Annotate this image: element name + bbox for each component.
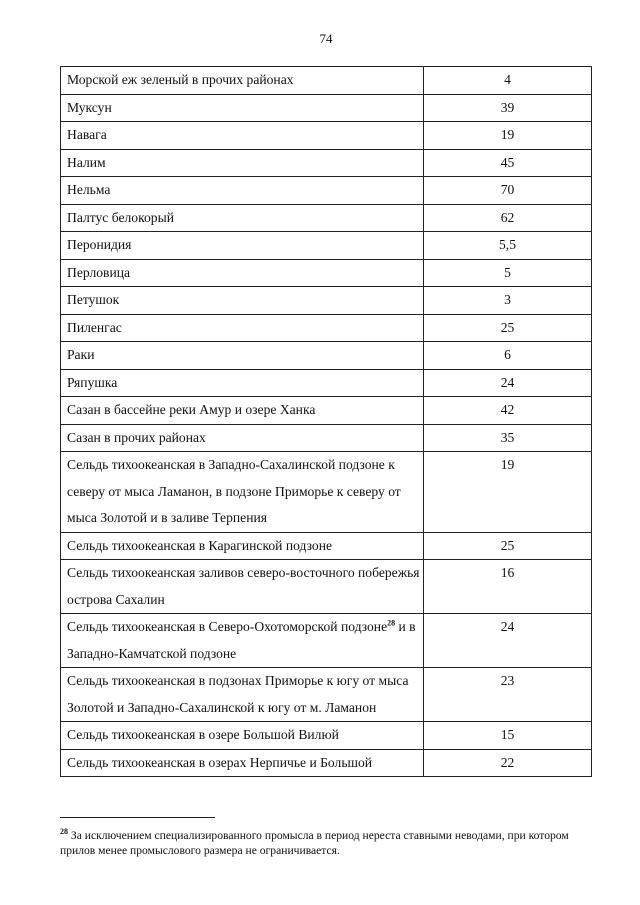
species-name: Муксун bbox=[67, 99, 112, 115]
value-cell: 5,5 bbox=[424, 232, 592, 260]
species-name-cell bbox=[61, 369, 424, 397]
species-name-cell bbox=[61, 232, 424, 260]
table-row bbox=[61, 287, 592, 315]
species-name-cell bbox=[61, 749, 424, 777]
species-name-cell bbox=[61, 722, 424, 750]
value-cell: 4 bbox=[424, 67, 592, 95]
species-name-cell bbox=[61, 668, 424, 722]
species-name-cell bbox=[61, 560, 424, 614]
value-cell: 35 bbox=[424, 424, 592, 452]
species-name-cell bbox=[61, 149, 424, 177]
table-row bbox=[61, 424, 592, 452]
species-name: Налим bbox=[67, 154, 106, 170]
species-name-cell bbox=[61, 259, 424, 287]
value-cell: 25 bbox=[424, 532, 592, 560]
species-name: Сельдь тихоокеанская в Западно-Сахалинской подзоне к северу от мыса Ламанон, в подзоне Приморье к северу от мыса Золотой и в заливе Терпения bbox=[67, 457, 401, 525]
species-name-cell bbox=[61, 287, 424, 315]
species-name: Ряпушка bbox=[67, 374, 118, 390]
value-cell: 15 bbox=[424, 722, 592, 750]
species-name: Нельма bbox=[67, 182, 111, 197]
species-table bbox=[60, 66, 592, 777]
species-name: Сельдь тихоокеанская в подзонах Приморье к югу от мыса Золотой и Западно-Сахалинской к югу от м. Ламанон bbox=[67, 673, 409, 715]
species-name-cell bbox=[61, 67, 424, 95]
value-cell: 39 bbox=[424, 94, 592, 122]
table-row bbox=[61, 232, 592, 260]
table-row bbox=[61, 314, 592, 342]
table-row bbox=[61, 122, 592, 150]
species-name: Сельдь тихоокеанская заливов северо-восточного побережья острова Сахалин bbox=[67, 565, 420, 607]
species-name: Морской еж зеленый в прочих районах bbox=[67, 72, 294, 87]
footnote-reference: 28 bbox=[387, 618, 396, 628]
table-row bbox=[61, 67, 592, 95]
species-name: Пиленгас bbox=[67, 319, 122, 335]
species-name: Сельдь тихоокеанская в Северо-Охотоморской подзоне bbox=[67, 619, 388, 634]
footnote-marker: 28 bbox=[60, 827, 68, 837]
species-name-cell bbox=[61, 532, 424, 560]
table-row bbox=[61, 149, 592, 177]
value-cell: 24 bbox=[424, 614, 592, 668]
footnote bbox=[60, 828, 590, 858]
species-name: Палтус белокорый bbox=[67, 209, 175, 225]
table-body bbox=[61, 67, 592, 777]
species-name: Сазан в прочих районах bbox=[67, 429, 206, 445]
value-cell: 3 bbox=[424, 287, 592, 315]
species-name: Сельдь тихоокеанская в Карагинской подзоне bbox=[67, 537, 333, 553]
table-row bbox=[61, 369, 592, 397]
table-row bbox=[61, 397, 592, 425]
species-name-cell bbox=[61, 452, 424, 533]
value-cell: 23 bbox=[424, 668, 592, 722]
table-row bbox=[61, 722, 592, 750]
species-name-cell bbox=[61, 204, 424, 232]
footnote-text: За исключением специализированного промысла в период нереста ставными неводами, при котором прилов менее промыслового размера не ограничивается. bbox=[60, 829, 569, 857]
table-row bbox=[61, 94, 592, 122]
value-cell: 19 bbox=[424, 122, 592, 150]
species-name-cell bbox=[61, 177, 424, 205]
table-row bbox=[61, 532, 592, 560]
species-name: Сельдь тихоокеанская в озерах Нерпичье и Большой bbox=[67, 754, 373, 770]
value-cell: 42 bbox=[424, 397, 592, 425]
species-name-cell bbox=[61, 342, 424, 370]
species-name: Навага bbox=[67, 127, 107, 142]
value-cell: 62 bbox=[424, 204, 592, 232]
species-name-cell bbox=[61, 424, 424, 452]
species-name-cell bbox=[61, 94, 424, 122]
value-cell: 70 bbox=[424, 177, 592, 205]
species-name-cell bbox=[61, 614, 424, 668]
value-cell: 16 bbox=[424, 560, 592, 614]
table-row bbox=[61, 749, 592, 777]
table-row bbox=[61, 614, 592, 668]
table-row bbox=[61, 177, 592, 205]
footnote-divider bbox=[60, 817, 215, 818]
table-row bbox=[61, 204, 592, 232]
table-row bbox=[61, 259, 592, 287]
value-cell: 25 bbox=[424, 314, 592, 342]
species-name-cell bbox=[61, 397, 424, 425]
table-row bbox=[61, 342, 592, 370]
species-name: Петушок bbox=[67, 292, 120, 307]
value-cell: 22 bbox=[424, 749, 592, 777]
page-number: 74 bbox=[319, 31, 333, 46]
species-name-cell bbox=[61, 314, 424, 342]
species-name: Перловица bbox=[67, 264, 131, 280]
value-cell: 45 bbox=[424, 149, 592, 177]
species-name: Раки bbox=[67, 347, 95, 362]
table-row bbox=[61, 668, 592, 722]
value-cell: 6 bbox=[424, 342, 592, 370]
table-row bbox=[61, 452, 592, 533]
species-name: Сазан в бассейне реки Амур и озере Ханка bbox=[67, 402, 316, 417]
table-row bbox=[61, 560, 592, 614]
value-cell: 19 bbox=[424, 452, 592, 533]
value-cell: 5 bbox=[424, 259, 592, 287]
value-cell: 24 bbox=[424, 369, 592, 397]
species-name: Перонидия bbox=[67, 237, 132, 252]
species-name: Сельдь тихоокеанская в озере Большой Вилюй bbox=[67, 727, 339, 742]
species-name-continuation: и в Западно-Камчатской подзоне bbox=[67, 619, 416, 661]
species-name-cell bbox=[61, 122, 424, 150]
